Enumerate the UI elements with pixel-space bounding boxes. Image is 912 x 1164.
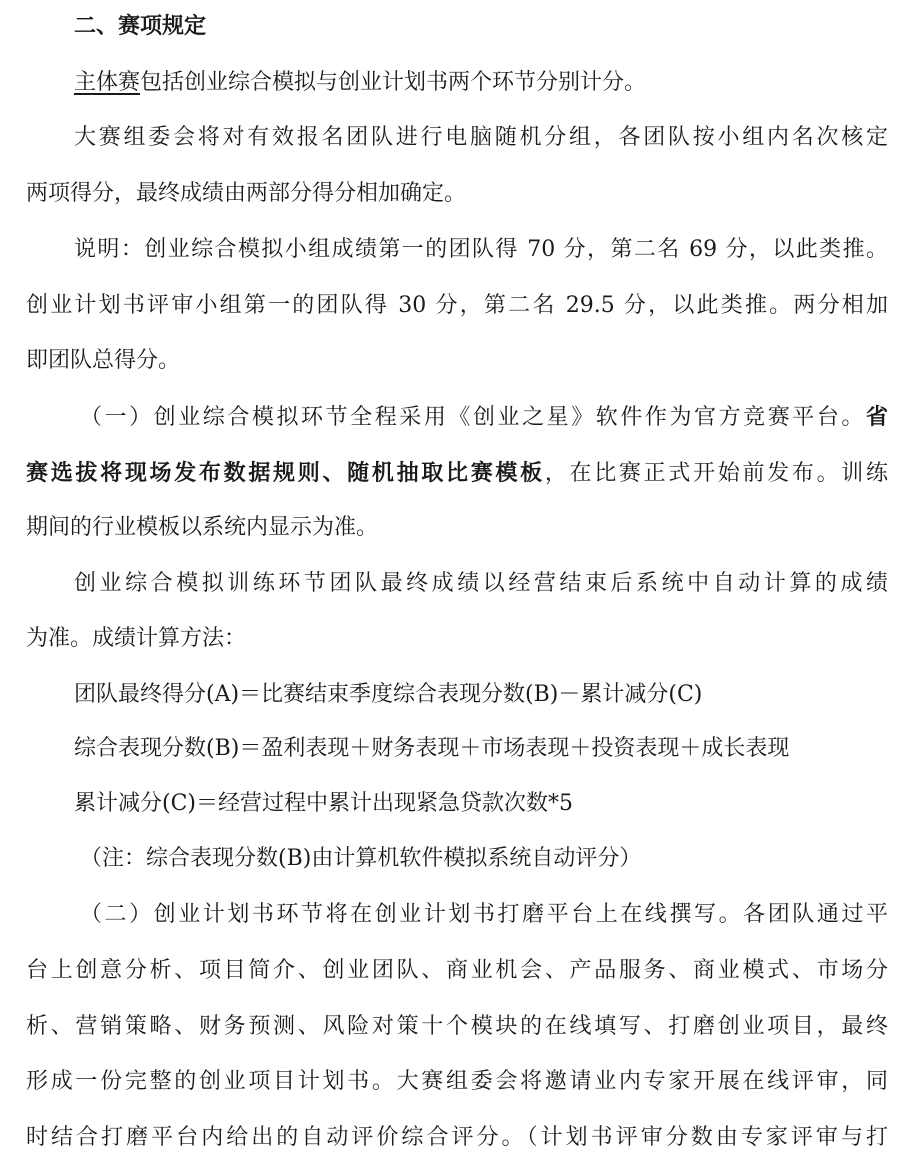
paragraph-6-line-1: （二）创业计划书环节将在创业计划书打磨平台上在线撰写。各团队通过平: [80, 902, 888, 927]
paragraph-6-line-2: 台上创意分析、项目简介、创业团队、商业机会、产品服务、商业模式、市场分: [26, 958, 888, 983]
paragraph-5-line-2: 为准。成绩计算方法：: [26, 626, 247, 651]
formula-deduction: 累计减分(C)＝经营过程中累计出现紧急贷款次数*5: [74, 791, 573, 816]
underlined-term: 主体赛: [74, 70, 141, 95]
paragraph-3-line-1: 说明：创业综合模拟小组成绩第一的团队得 70 分，第二名 69 分，以此类推。: [74, 237, 888, 262]
paragraph-4-line-3: 期间的行业模板以系统内显示为准。: [26, 515, 379, 540]
section-heading: 二、赛项规定: [74, 14, 207, 39]
paragraph-2-line-1: 大赛组委会将对有效报名团队进行电脑随机分组，各团队按小组内名次核定: [74, 125, 888, 150]
paragraph-3-line-2: 创业计划书评审小组第一的团队得 30 分，第二名 29.5 分，以此类推。两分相加: [26, 293, 888, 318]
paragraph-6-line-5: 时结合打磨平台内给出的自动评价综合评分。（计划书评审分数由专家评审与打: [26, 1125, 888, 1150]
formula-final-score: 团队最终得分(A)＝比赛结束季度综合表现分数(B)－累计减分(C): [74, 682, 703, 707]
paragraph-1-text: 包括创业综合模拟与创业计划书两个环节分别计分。: [140, 70, 647, 95]
paragraph-4-bold-text: 赛选拔将现场发布数据规则、随机抽取比赛模板: [26, 460, 545, 486]
paragraph-4-text: ，在比赛正式开始前发布。训练: [544, 461, 888, 486]
paragraph-6-line-3: 析、营销策略、财务预测、风险对策十个模块的在线填写、打磨创业项目，最终: [26, 1014, 888, 1039]
paragraph-5-line-1: 创业综合模拟训练环节团队最终成绩以经营结束后系统中自动计算的成绩: [74, 571, 888, 596]
paragraph-6-line-4: 形成一份完整的创业项目计划书。大赛组委会将邀请业内专家开展在线评审，同: [26, 1069, 888, 1094]
formula-note: （注：综合表现分数(B)由计算机软件模拟系统自动评分）: [80, 846, 642, 871]
formula-performance-score: 综合表现分数(B)＝盈利表现＋财务表现＋市场表现＋投资表现＋成长表现: [74, 736, 790, 761]
paragraph-2-line-2: 两项得分，最终成绩由两部分得分相加确定。: [26, 181, 467, 206]
paragraph-4-line-2: [26, 458, 888, 488]
paragraph-1-line-1: [74, 68, 888, 98]
paragraph-3-line-3: 即团队总得分。: [26, 348, 181, 373]
paragraph-4-line-1: [80, 402, 888, 432]
paragraph-4-bold-text: 省: [865, 404, 888, 430]
paragraph-4-text: （一）创业综合模拟环节全程采用《创业之星》软件作为官方竞赛平台。: [80, 405, 866, 430]
